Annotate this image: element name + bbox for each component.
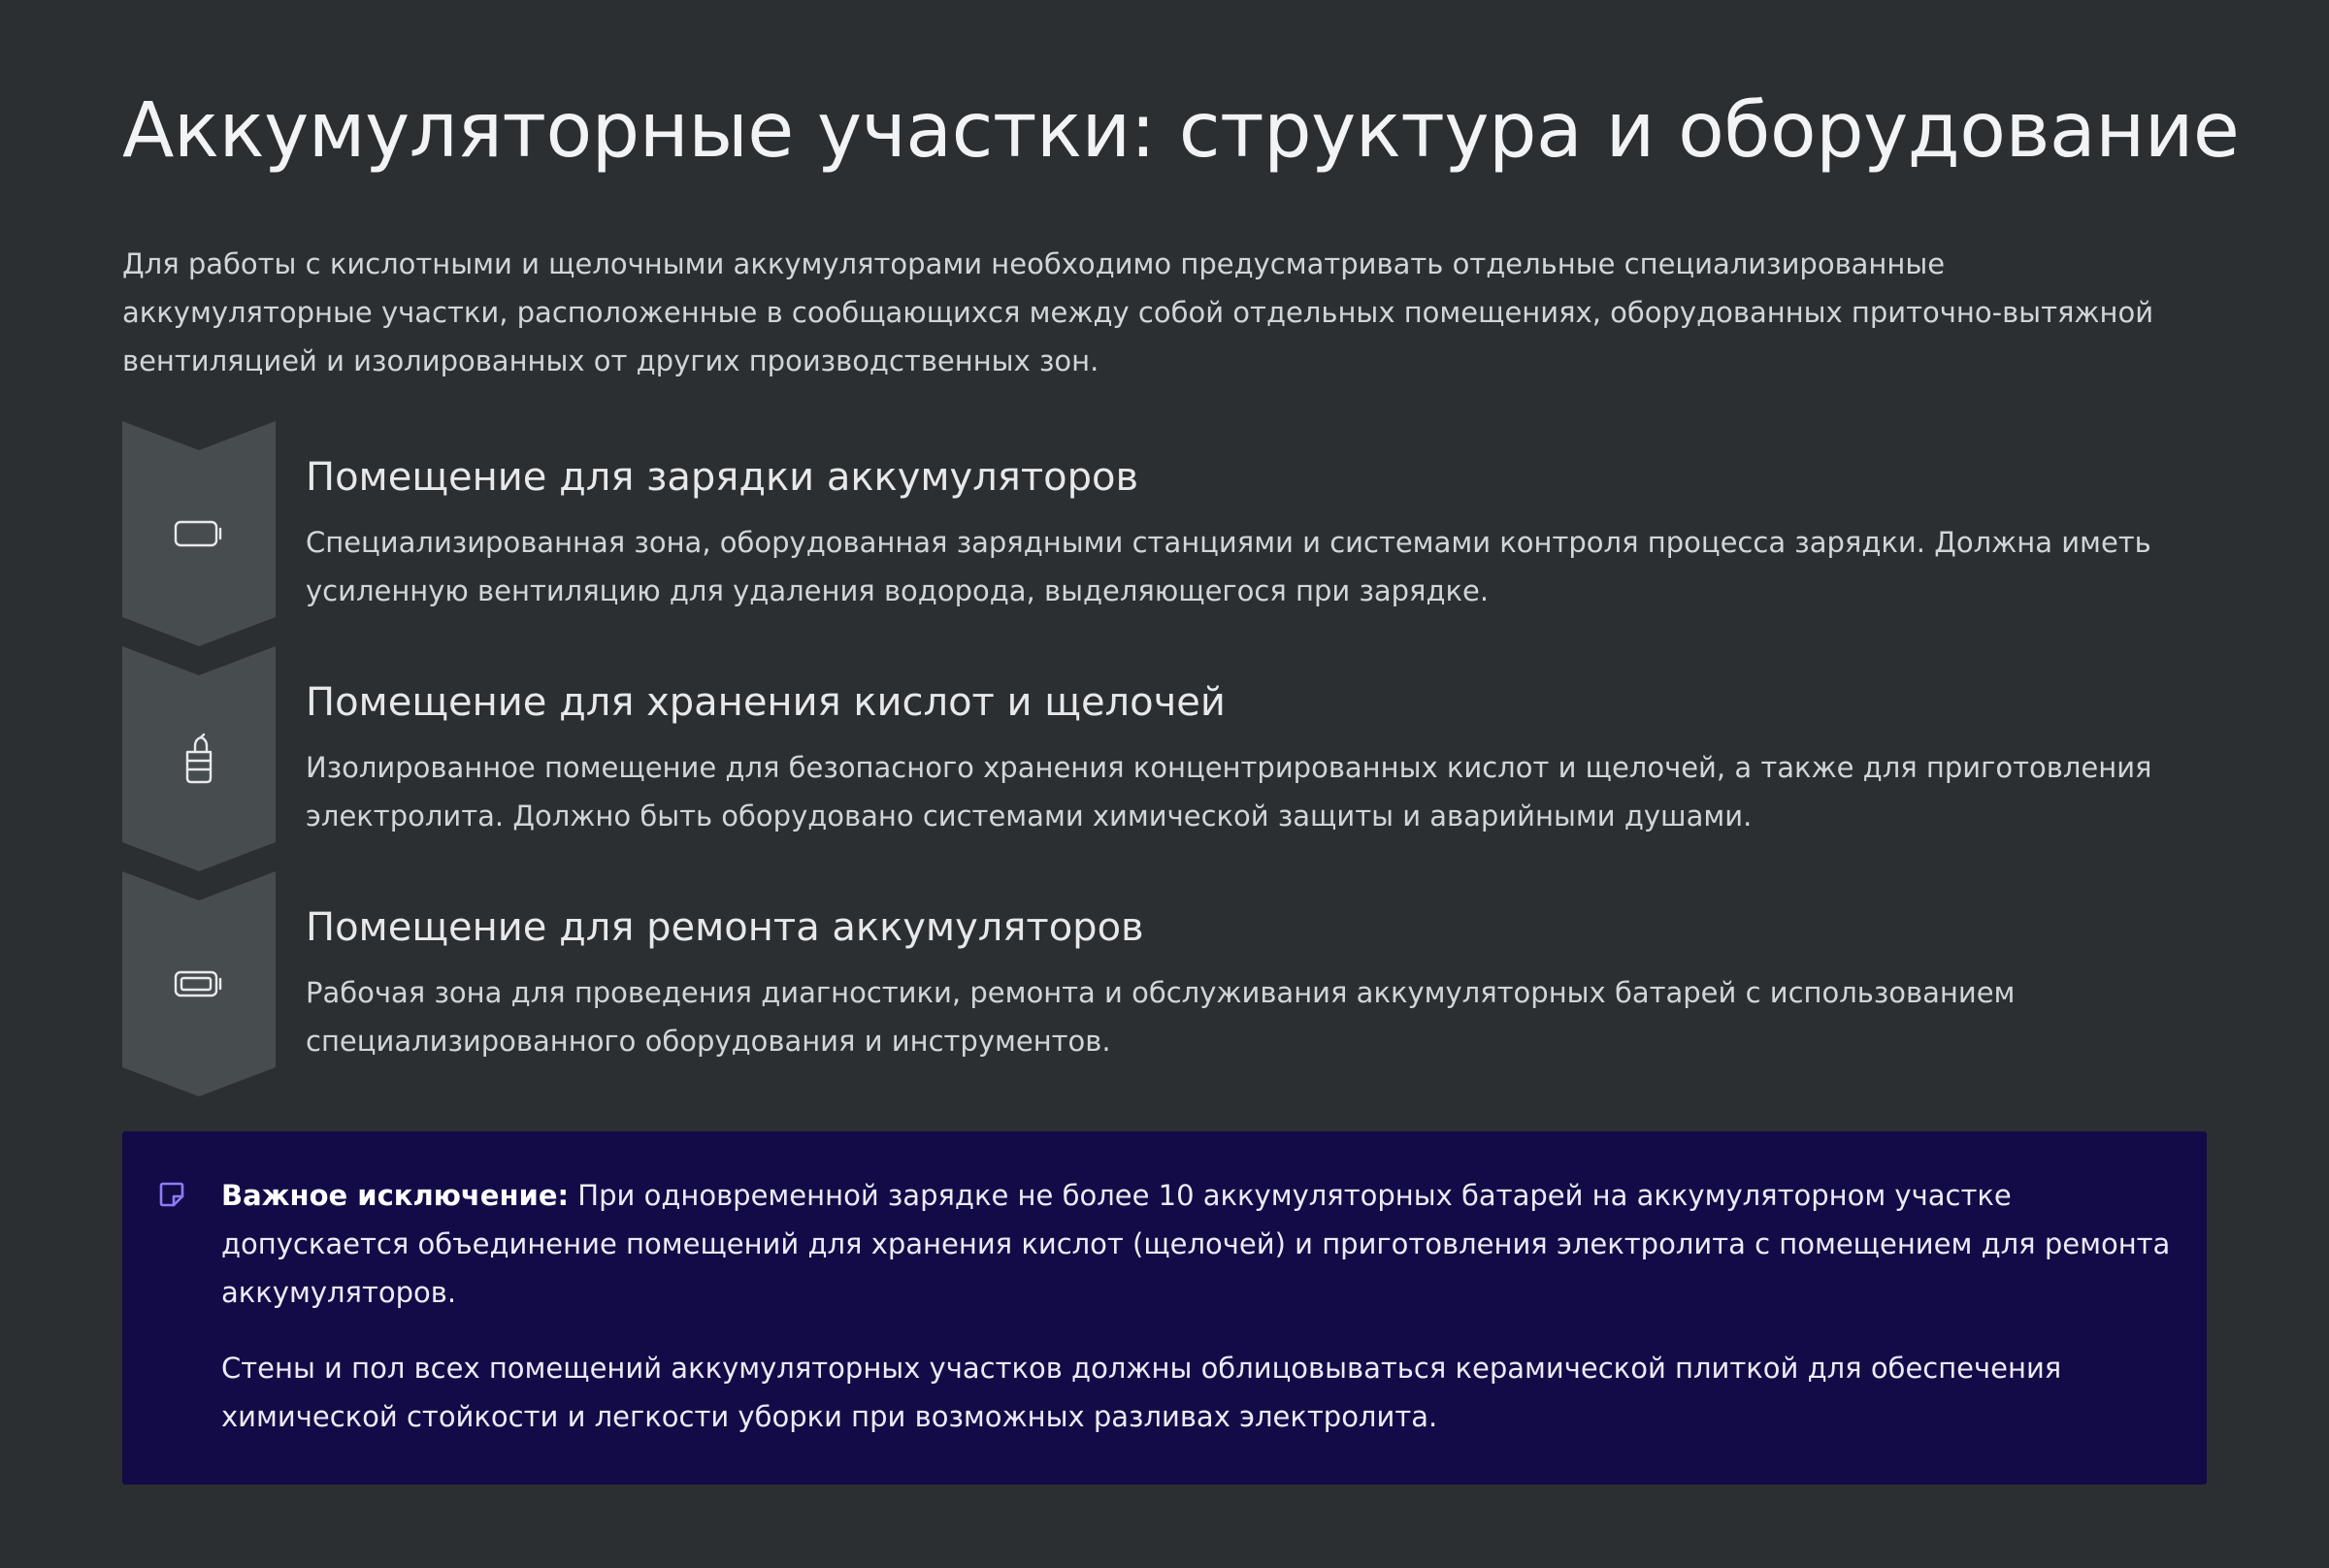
important-note — [122, 1131, 2207, 1485]
room-list — [122, 421, 2209, 1096]
page-title: Аккумуляторные участки: структура и оборудование — [122, 87, 2240, 175]
chemical-container-icon — [181, 733, 216, 785]
battery-charging-icon — [174, 968, 224, 999]
room-description: Рабочая зона для проведения диагностики, ремонта и обслуживания аккумуляторных батарей с использованием специализированного оборудования и инструментов. — [306, 976, 2016, 1058]
note-body: При одновременной зарядке не более 10 аккумуляторных батарей на аккумуляторном участке допускается объединение помещений для хранения кислот (щелочей) и приготовления электролита с помещением для ремонта аккумуляторов. — [221, 1179, 2171, 1309]
room-title: Помещение для зарядки аккумуляторов — [306, 455, 1139, 500]
note-text-secondary: Стены и пол всех помещений аккумуляторных участков должны облицовываться керамической плиткой для обеспечения химической стойкости и легкости уборки при возможных разливах электролита. — [221, 1352, 2062, 1433]
room-description: Изолированное помещение для безопасного хранения концентрированных кислот и щелочей, а также для приготовления электролита. Должно быть оборудовано системами химической защиты и аварийными душами. — [306, 751, 2152, 833]
room-item-charging — [122, 421, 2209, 646]
battery-icon — [174, 518, 224, 549]
room-item-repair — [122, 871, 2209, 1096]
room-title: Помещение для хранения кислот и щелочей — [306, 680, 1226, 725]
note-label: Важное исключение: — [221, 1179, 570, 1212]
room-item-chemical-storage — [122, 646, 2209, 871]
intro-paragraph: Для работы с кислотными и щелочными аккумуляторами необходимо предусматривать отдельные специализированные аккумуляторные участки, расположенные в сообщающихся между собой отдельных помещениях, оборудованных приточно-вытяжной вентиляцией и изолированных от других производственных зон. — [122, 247, 2154, 377]
sticky-note-icon — [157, 1180, 186, 1209]
room-description: Специализированная зона, оборудованная зарядными станциями и системами контроля процесса зарядки. Должна иметь усиленную вентиляцию для удаления водорода, выделяющегося при зарядке. — [306, 526, 2151, 607]
room-title: Помещение для ремонта аккумуляторов — [306, 905, 1144, 950]
note-text — [221, 1171, 2181, 1317]
